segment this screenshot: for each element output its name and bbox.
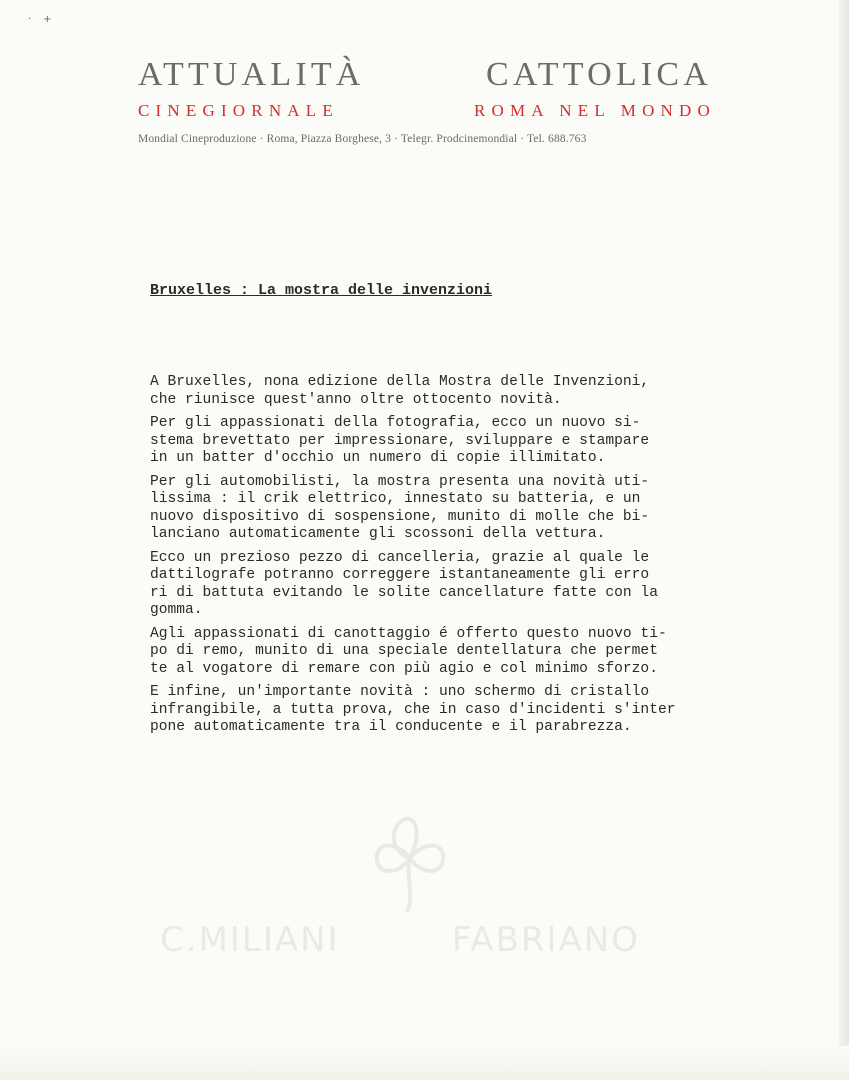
paragraph: [150, 550, 770, 620]
page-edge: [839, 0, 849, 1080]
brand-right: CATTOLICA: [485, 56, 712, 93]
text-line: Per gli automobilisti, la mostra presenta una novità uti-: [150, 473, 650, 490]
paragraph: [150, 474, 770, 544]
clover-watermark-icon: [355, 800, 465, 920]
text-line: E infine, un'importante novità : uno schermo di cristallo: [150, 684, 650, 700]
text-line: po di remo, munito di una speciale dentellatura che permet: [150, 643, 658, 659]
text-line: te al vogatore di remare con più agio e col minimo sforzo.: [150, 660, 658, 677]
letterhead: [138, 58, 728, 145]
paragraph: [150, 374, 770, 409]
text-line: Agli appassionati di canottaggio é offerto questo nuovo ti-: [150, 625, 667, 642]
text-line: gomma.: [150, 602, 203, 618]
text-line: infrangibile, a tutta prova, che in caso d'incidenti s'inter: [150, 701, 676, 718]
text-line: nuovo dispositivo di sospensione, munito di molle che bi-: [150, 508, 650, 525]
text-line: ri di battuta evitando le solite cancellature fatte con la: [150, 584, 658, 601]
corner-marks: ·+: [28, 14, 64, 25]
document-body: [150, 374, 770, 743]
text-line: lissima : il crik elettrico, innestato su batteria, e un: [150, 491, 641, 507]
text-line: stema brevettato per impressionare, sviluppare e stampare: [150, 432, 650, 449]
subtitle-left: CINEGIORNALE: [138, 101, 339, 120]
paragraph: [150, 626, 770, 679]
watermark-left: C.MILIANI: [160, 920, 340, 960]
text-line: lanciano automaticamente gli scossoni della vettura.: [150, 526, 606, 542]
brand-line: [138, 58, 712, 92]
text-line: Ecco un prezioso pezzo di cancelleria, grazie al quale le: [150, 549, 650, 566]
brand-left: ATTUALITÀ: [138, 56, 365, 93]
watermark-text: [160, 920, 640, 960]
text-line: che riunisce quest'anno oltre ottocento novità.: [150, 391, 562, 408]
address-line: Mondial Cineproduzione · Roma, Piazza Borghese, 3 · Telegr. Prodcinemondial · Tel. 688.763: [138, 133, 587, 145]
text-line: Per gli appassionati della fotografia, ecco un nuovo si-: [150, 415, 641, 431]
paragraph: [150, 684, 770, 737]
text-line: A Bruxelles, nona edizione della Mostra delle Invenzioni,: [150, 374, 650, 390]
subtitle-line: [138, 102, 716, 119]
paragraph: [150, 415, 770, 468]
page-bottom-edge: [0, 1046, 849, 1080]
document-title: Bruxelles : La mostra delle invenzioni: [150, 282, 493, 299]
text-line: dattilografe potranno correggere istantaneamente gli erro: [150, 567, 650, 583]
watermark-right: FABRIANO: [451, 920, 640, 960]
text-line: pone automaticamente tra il conducente e il parabrezza.: [150, 719, 632, 735]
subtitle-right: ROMA NEL MONDO: [473, 101, 716, 120]
paper-watermark: [160, 800, 680, 970]
text-line: in un batter d'occhio un numero di copie illimitato.: [150, 450, 606, 466]
